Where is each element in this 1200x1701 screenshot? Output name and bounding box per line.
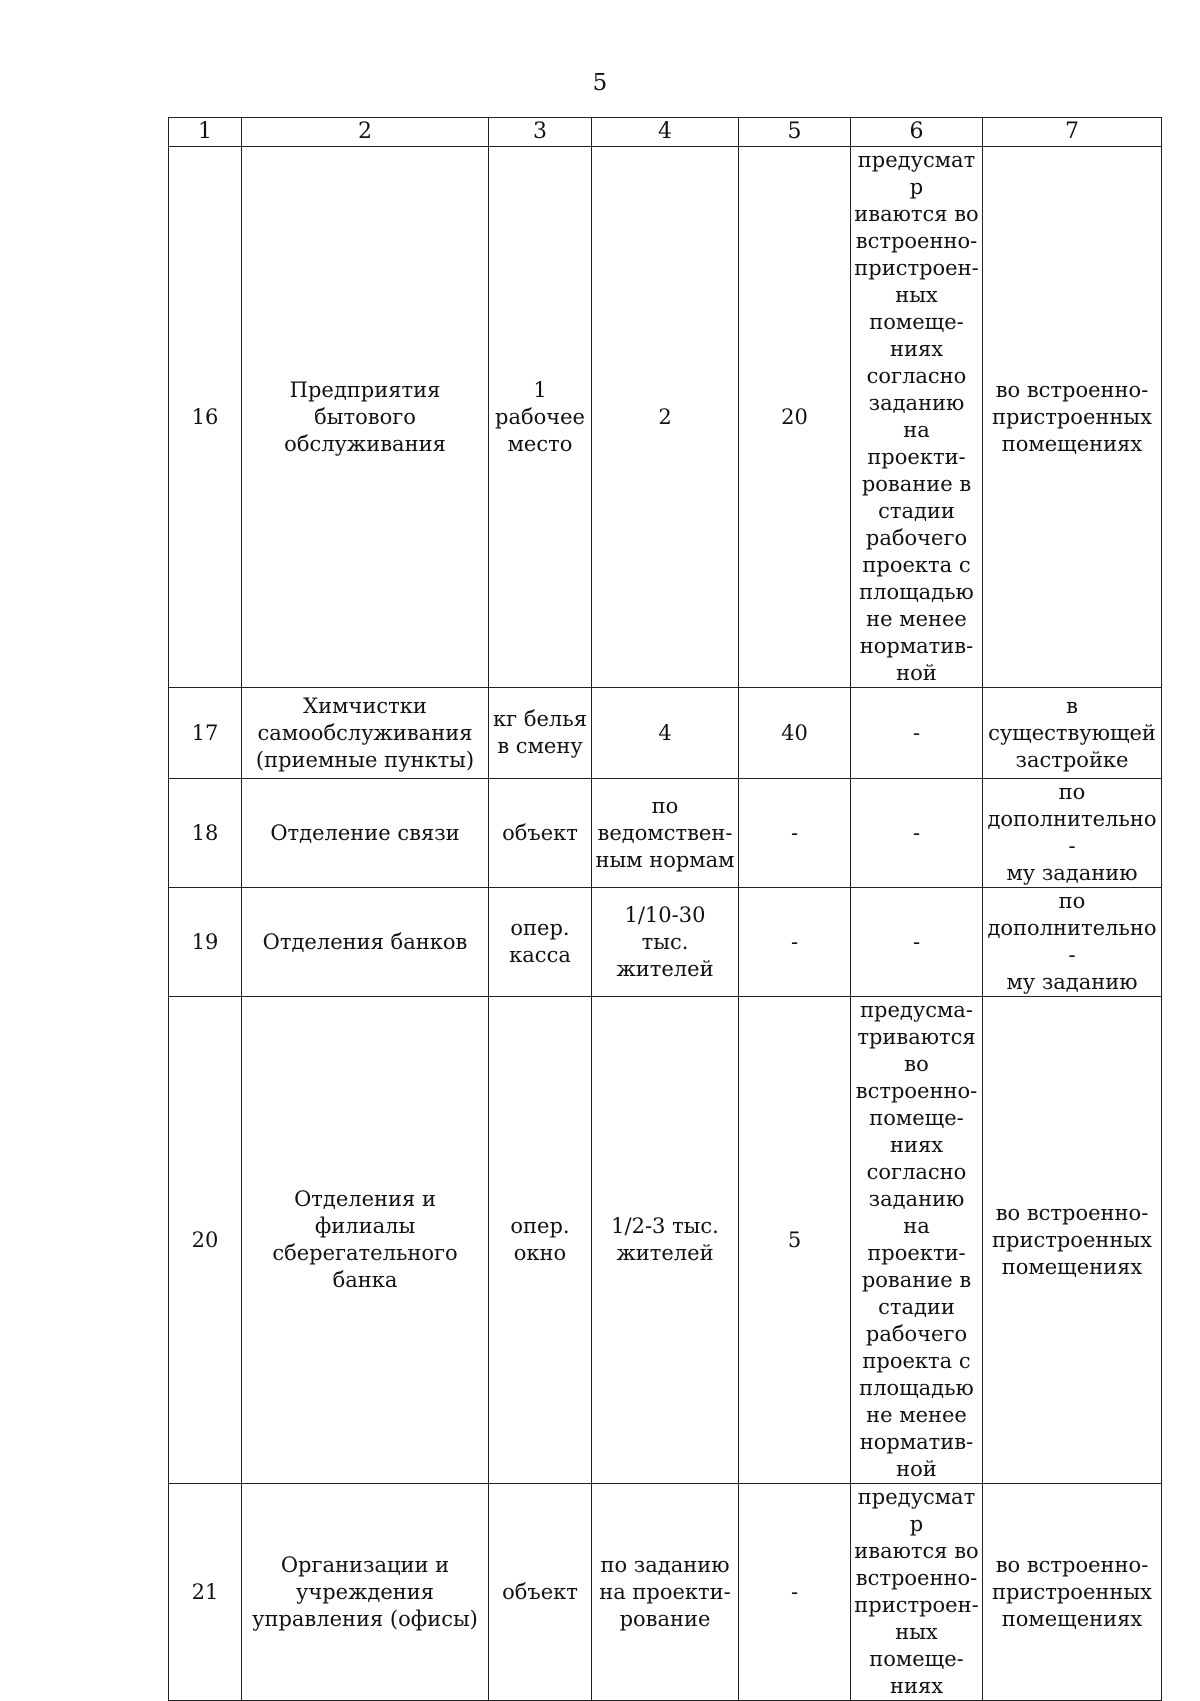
row-name: Отделения и филиалы сберегательного банка xyxy=(242,997,489,1484)
row-number: 18 xyxy=(169,779,242,888)
row-note: - xyxy=(851,688,983,779)
header-col-6: 6 xyxy=(851,118,983,147)
table-row xyxy=(169,997,1162,1484)
row-note: предусма- триваются во встроенно- помеще- ниях согласно заданию на проекти- рование в стадии рабочего проекта с площадью не менее норматив- ной xyxy=(851,997,983,1484)
header-col-7: 7 xyxy=(983,118,1162,147)
row-unit: кг белья в смену xyxy=(489,688,592,779)
header-col-3: 3 xyxy=(489,118,592,147)
row-name: Отделение связи xyxy=(242,779,489,888)
table-row xyxy=(169,147,1162,688)
row-placement: по дополнительно- му заданию xyxy=(983,888,1162,997)
row-name: Химчистки самообслуживания (приемные пункты) xyxy=(242,688,489,779)
row-unit: объект xyxy=(489,779,592,888)
row-count: - xyxy=(739,888,851,997)
table-row xyxy=(169,688,1162,779)
row-placement: во встроенно- пристроенных помещениях xyxy=(983,147,1162,688)
table-row xyxy=(169,888,1162,997)
row-norm: 1/2-3 тыс. жителей xyxy=(592,997,739,1484)
table-header xyxy=(169,118,1162,147)
row-unit: объект xyxy=(489,1484,592,1701)
header-col-4: 4 xyxy=(592,118,739,147)
row-note: предусматр иваются во встроенно- пристроен- ных помеще- ниях согласно заданию на проекти- рование в стадии рабочего проекта с площадью не менее норматив- ной xyxy=(851,147,983,688)
header-col-1: 1 xyxy=(169,118,242,147)
row-norm: по заданию на проекти- рование xyxy=(592,1484,739,1701)
table-row xyxy=(169,1484,1162,1701)
header-col-2: 2 xyxy=(242,118,489,147)
row-norm: 2 xyxy=(592,147,739,688)
page-number: 5 xyxy=(592,70,608,96)
row-count: 20 xyxy=(739,147,851,688)
row-placement: в существующей застройке xyxy=(983,688,1162,779)
row-norm: 1/10-30 тыс. жителей xyxy=(592,888,739,997)
row-unit: опер. окно xyxy=(489,997,592,1484)
row-count: 5 xyxy=(739,997,851,1484)
table-row xyxy=(169,779,1162,888)
row-count: 40 xyxy=(739,688,851,779)
row-number: 17 xyxy=(169,688,242,779)
row-number: 16 xyxy=(169,147,242,688)
row-placement: во встроенно- пристроенных помещениях xyxy=(983,1484,1162,1701)
header-row xyxy=(169,118,1162,147)
row-note: - xyxy=(851,888,983,997)
norms-table xyxy=(168,117,1162,1701)
row-name: Организации и учреждения управления (офисы) xyxy=(242,1484,489,1701)
row-number: 20 xyxy=(169,997,242,1484)
row-number: 19 xyxy=(169,888,242,997)
row-note: предусматр иваются во встроенно- пристроен- ных помеще- ниях xyxy=(851,1484,983,1701)
row-count: - xyxy=(739,779,851,888)
row-note: - xyxy=(851,779,983,888)
row-unit: 1 рабочее место xyxy=(489,147,592,688)
row-number: 21 xyxy=(169,1484,242,1701)
row-placement: во встроенно- пристроенных помещениях xyxy=(983,997,1162,1484)
header-col-5: 5 xyxy=(739,118,851,147)
row-name: Предприятия бытового обслуживания xyxy=(242,147,489,688)
row-norm: по ведомствен- ным нормам xyxy=(592,779,739,888)
row-name: Отделения банков xyxy=(242,888,489,997)
row-placement: по дополнительно- му заданию xyxy=(983,779,1162,888)
row-unit: опер. касса xyxy=(489,888,592,997)
row-count: - xyxy=(739,1484,851,1701)
row-norm: 4 xyxy=(592,688,739,779)
